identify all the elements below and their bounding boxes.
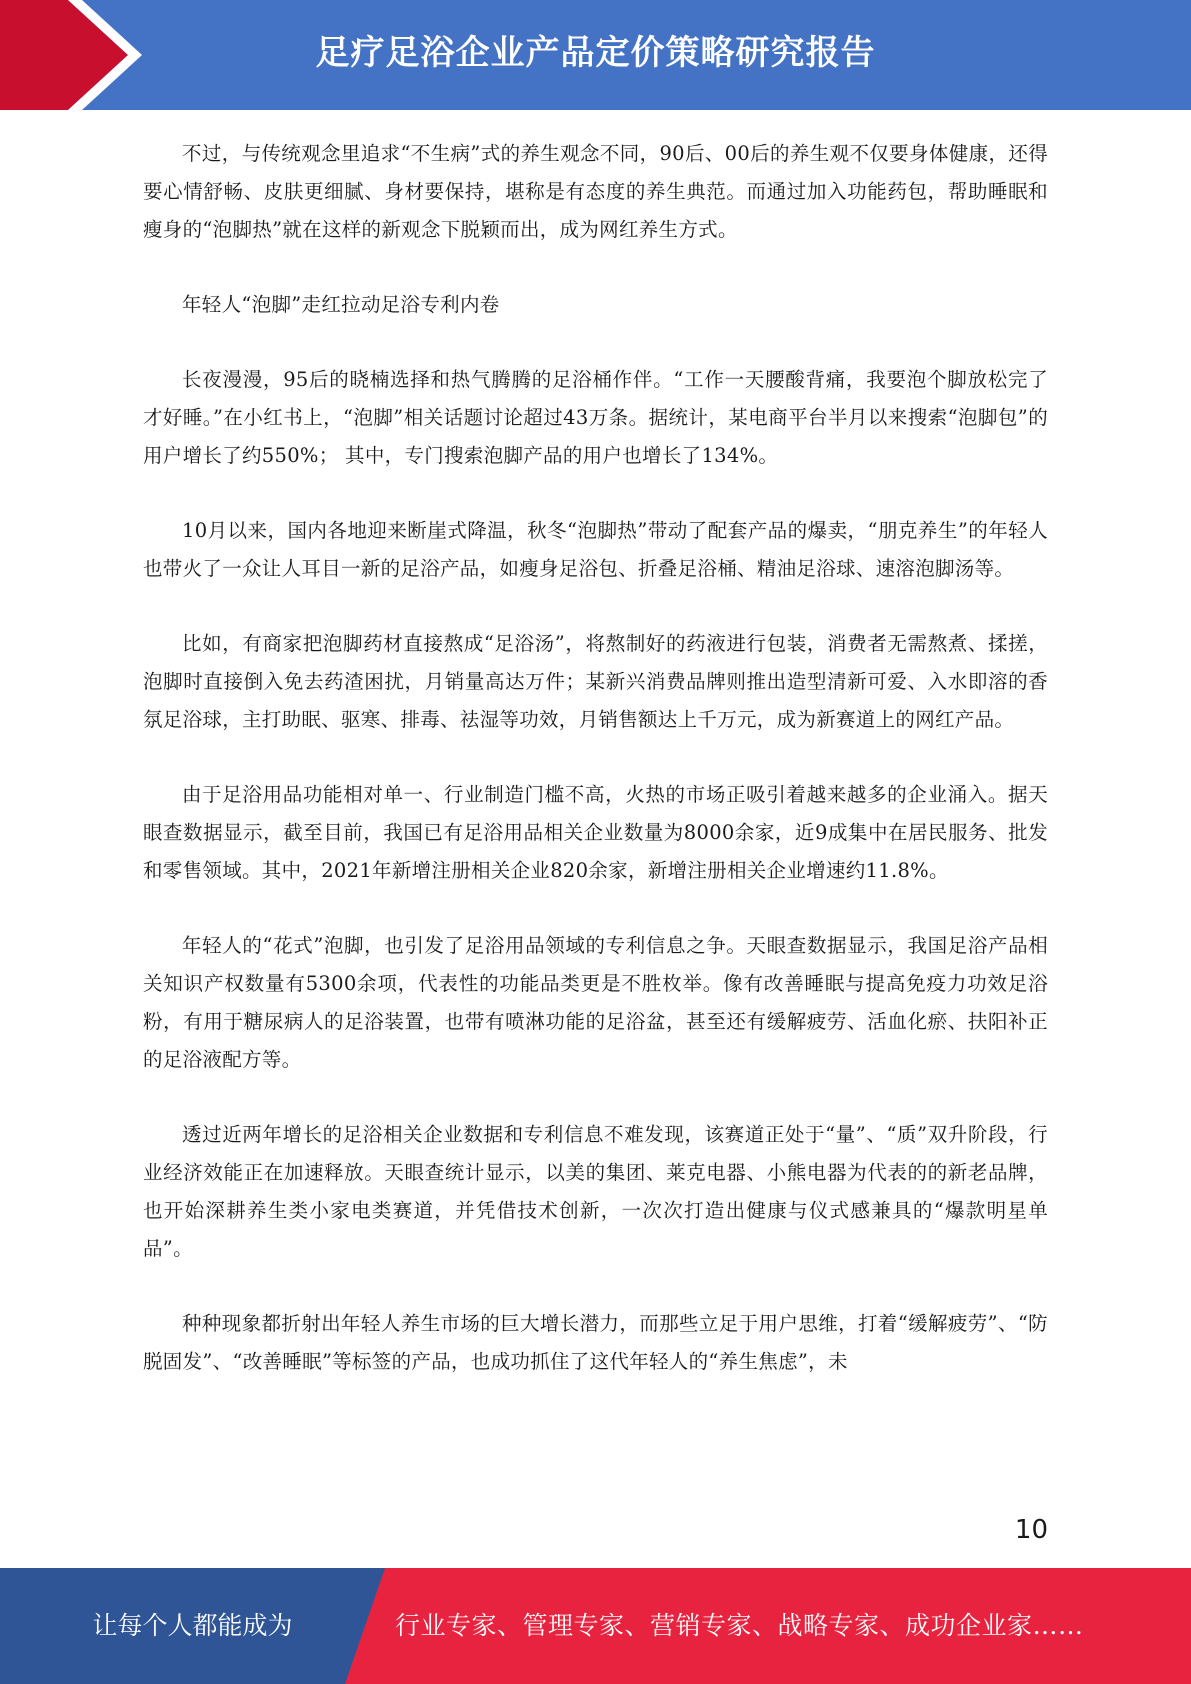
paragraph: 种种现象都折射出年轻人养生市场的巨大增长潜力，而那些立足于用户思维，打着“缓解疲劳”、“防脱固发”、“改善睡眠”等标签的产品，也成功抓住了这代年轻人的“养生焦虑”，未 — [143, 1312, 1048, 1373]
paragraph: 不过，与传统观念里追求“不生病”式的养生观念不同，90后、00后的养生观不仅要身体健康，还得要心情舒畅、皮肤更细腻、身材要保持，堪称是有态度的养生典范。而通过加入功能药包，帮助睡眠和瘦身的“泡脚热”就在这样的新观念下脱颖而出，成为网红养生方式。 — [143, 142, 1048, 241]
paragraph: 10月以来，国内各地迎来断崖式降温，秋冬“泡脚热”带动了配套产品的爆卖，“朋克养生”的年轻人也带火了一众让人耳目一新的足浴产品，如瘦身足浴包、折叠足浴桶、精油足浴球、速溶泡脚汤等。 — [143, 519, 1048, 580]
page-header — [0, 0, 1191, 110]
paragraph: 长夜漫漫，95后的晓楠选择和热气腾腾的足浴桶作伴。“工作一天腰酸背痛，我要泡个脚放松完了才好睡。”在小红书上，“泡脚”相关话题讨论超过43万条。据统计，某电商平台半月以来搜索“泡脚包”的用户增长了约550%； 其中，专门搜索泡脚产品的用户也增长了134%。 — [143, 368, 1048, 467]
paragraph: 透过近两年增长的足浴相关企业数据和专利信息不难发现，该赛道正处于“量”、“质”双升阶段，行业经济效能正在加速释放。天眼查统计显示，以美的集团、莱克电器、小熊电器为代表的的新老品牌，也开始深耕养生类小家电类赛道，并凭借技术创新，一次次打造出健康与仪式感兼具的“爆款明星单品”。 — [143, 1123, 1048, 1260]
footer-slogan-left: 让每个人都能成为 — [92, 1611, 293, 1640]
page-footer — [0, 1568, 1191, 1684]
header-title: 足疗足浴企业产品定价策略研究报告 — [315, 33, 876, 73]
paragraph: 年轻人的“花式”泡脚，也引发了足浴用品领域的专利信息之争。天眼查数据显示，我国足浴产品相关知识产权数量有5300余项，代表性的功能品类更是不胜枚举。像有改善睡眠与提高免疫力功效足浴粉，有用于糖尿病人的足浴装置，也带有喷淋功能的足浴盆，甚至还有缓解疲劳、活血化瘀、扶阳补正的足浴液配方等。 — [143, 934, 1048, 1071]
paragraph: 比如，有商家把泡脚药材直接熬成“足浴汤”，将熬制好的药液进行包装，消费者无需熬煮、揉搓，泡脚时直接倒入免去药渣困扰，月销量高达万件；某新兴消费品牌则推出造型清新可爱、入水即溶的香氛足浴球，主打助眠、驱寒、排毒、祛湿等功效，月销售额达上千万元，成为新赛道上的网红产品。 — [143, 632, 1048, 731]
header-chevron-icon — [0, 0, 160, 110]
page-number: 10 — [1014, 1515, 1048, 1545]
footer-slogan-right: 行业专家、管理专家、营销专家、战略专家、成功企业家…… — [395, 1611, 1084, 1640]
article-body — [143, 135, 1048, 1418]
section-heading: 年轻人“泡脚”走红拉动足浴专利内卷 — [182, 293, 500, 316]
paragraph: 由于足浴用品功能相对单一、行业制造门槛不高，火热的市场正吸引着越来越多的企业涌入。据天眼查数据显示，截至目前，我国已有足浴用品相关企业数量为8000余家，近9成集中在居民服务、批发和零售领域。其中，2021年新增注册相关企业820余家，新增注册相关企业增速约11.8%。 — [143, 783, 1048, 882]
